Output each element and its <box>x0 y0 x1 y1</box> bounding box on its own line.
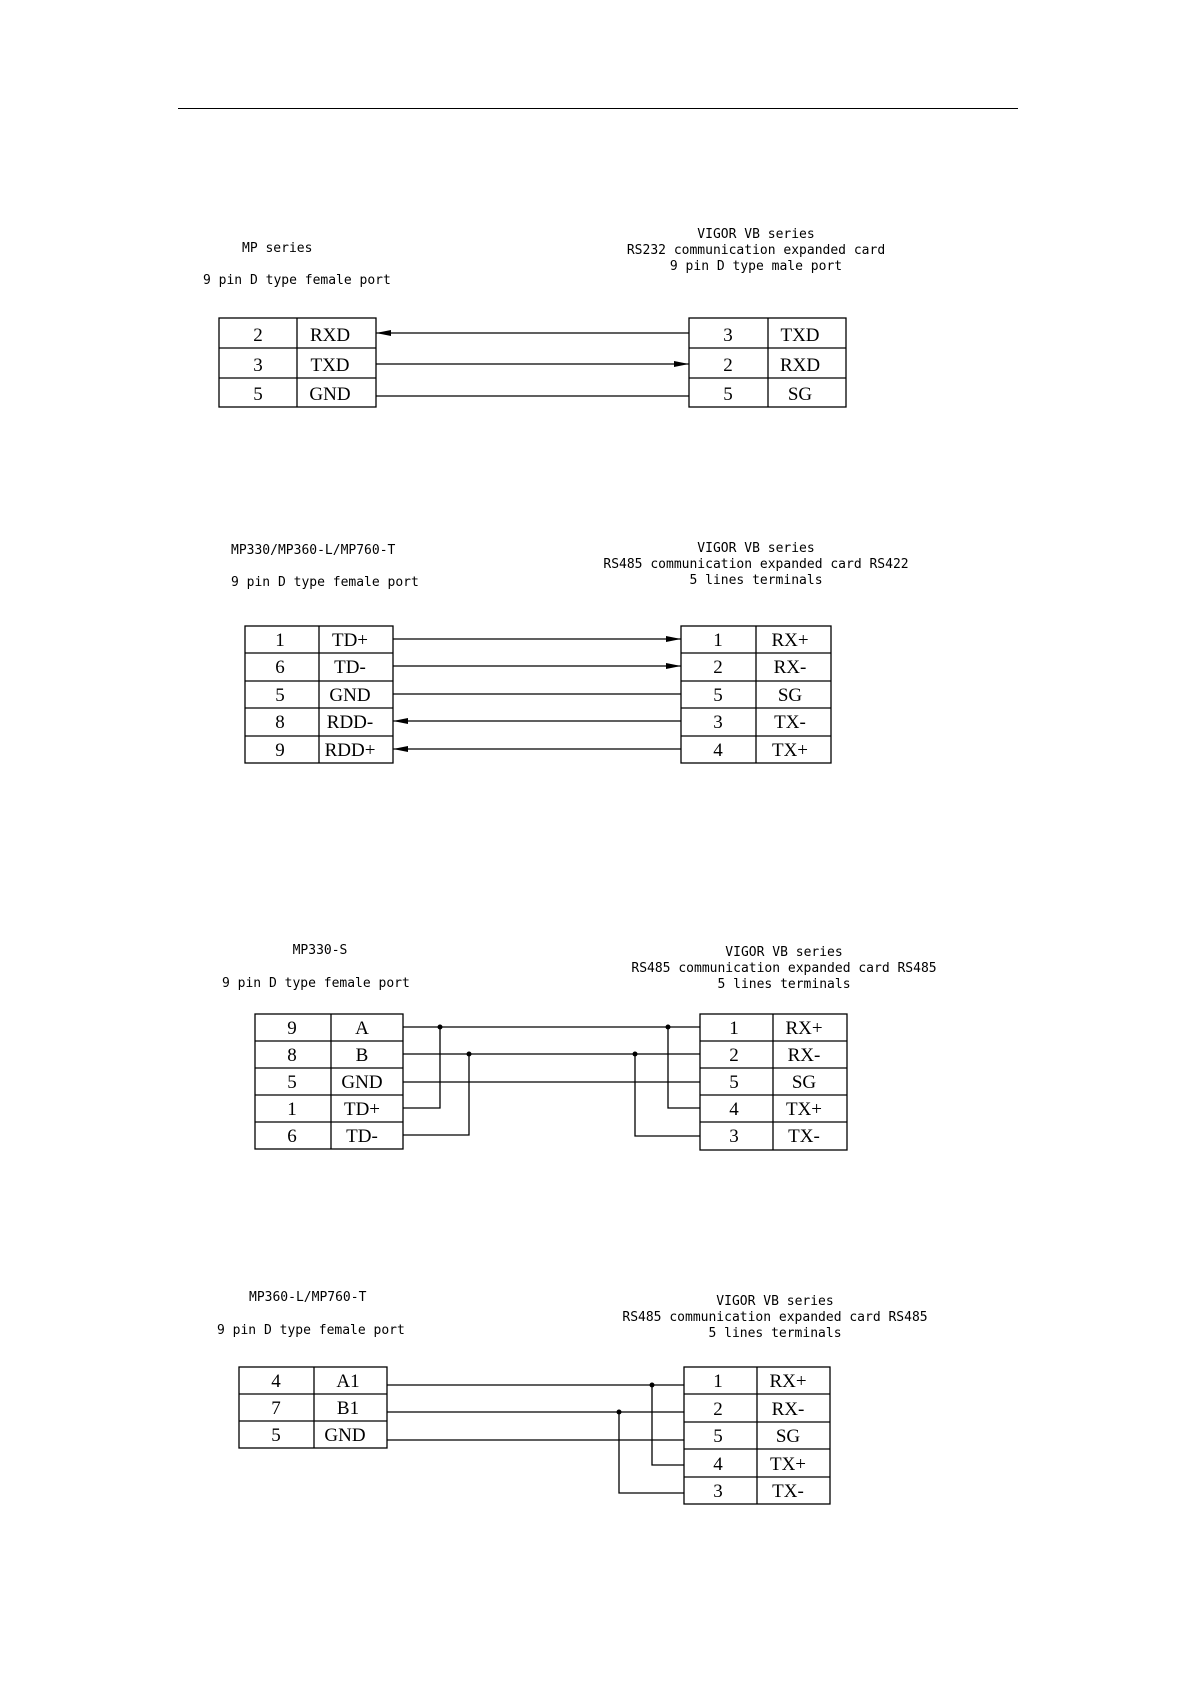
pin-signal: TD- <box>334 657 366 678</box>
right-device-title-line3: 5 lines terminals <box>689 573 823 588</box>
pin-signal: RDD- <box>326 712 374 733</box>
pin-number: 1 <box>275 630 285 651</box>
pin-signal: SG <box>777 685 803 706</box>
pin-signal: TX+ <box>769 1454 807 1475</box>
pin-signal: TD+ <box>331 630 369 651</box>
pin-number: 5 <box>729 1072 739 1093</box>
pin-number: 2 <box>253 325 263 346</box>
pin-number: 3 <box>723 325 733 346</box>
pin-number: 9 <box>287 1018 297 1039</box>
pin-number: 5 <box>271 1425 281 1446</box>
pin-number: 8 <box>275 712 285 733</box>
pin-signal: GND <box>341 1072 383 1093</box>
right-device-title-line1: VIGOR VB series <box>716 1294 834 1309</box>
pin-number: 2 <box>713 657 723 678</box>
pin-signal: SG <box>791 1072 817 1093</box>
pin-number: 2 <box>729 1045 739 1066</box>
pin-number: 5 <box>253 384 263 405</box>
pin-number: 5 <box>713 1426 723 1447</box>
pin-signal: RX- <box>771 1399 805 1420</box>
right-device-title-line2: RS485 communication expanded card RS422 <box>603 557 909 572</box>
pin-number: 8 <box>287 1045 297 1066</box>
pin-number: 7 <box>271 1398 281 1419</box>
pin-signal: RXD <box>309 325 351 346</box>
wire-tx-plus-bridge <box>652 1385 684 1465</box>
pin-signal: TX+ <box>771 740 809 761</box>
left-port-label: 9 pin D type female port <box>217 1323 405 1338</box>
pin-signal: RXD <box>779 355 821 376</box>
right-device-title-line1: VIGOR VB series <box>725 945 843 960</box>
pin-signal: TXD <box>780 325 820 346</box>
right-device-title-line1: VIGOR VB series <box>697 227 815 242</box>
junction-dot <box>617 1410 622 1415</box>
left-port-label: 9 pin D type female port <box>203 273 391 288</box>
pin-signal: GND <box>329 685 371 706</box>
pin-signal: TX- <box>788 1126 820 1147</box>
left-device-title: MP330/MP360-L/MP760-T <box>231 543 396 558</box>
right-device-title-line1: VIGOR VB series <box>697 541 815 556</box>
pin-signal: RX- <box>787 1045 821 1066</box>
left-port-label: 9 pin D type female port <box>231 575 419 590</box>
right-device-title-line3: 5 lines terminals <box>708 1326 842 1341</box>
pin-signal: RX+ <box>769 1371 807 1392</box>
pin-number: 1 <box>713 1371 723 1392</box>
pin-number: 1 <box>729 1018 739 1039</box>
right-device-title-line3: 5 lines terminals <box>717 977 851 992</box>
pin-number: 5 <box>723 384 733 405</box>
pin-signal: TD+ <box>343 1099 381 1120</box>
pin-signal: RX+ <box>785 1018 823 1039</box>
pin-number: 1 <box>713 630 723 651</box>
pin-signal: RDD+ <box>324 740 376 761</box>
pin-number: 4 <box>729 1099 739 1120</box>
pin-signal: TXD <box>310 355 350 376</box>
pin-number: 3 <box>253 355 263 376</box>
pin-signal: TX+ <box>785 1099 823 1120</box>
pin-signal: A <box>355 1018 369 1039</box>
pin-signal: B <box>355 1045 369 1066</box>
pin-signal: SG <box>775 1426 801 1447</box>
pin-signal: TX- <box>774 712 806 733</box>
pin-signal: GND <box>309 384 351 405</box>
pin-signal: RX- <box>773 657 807 678</box>
pin-signal: SG <box>787 384 813 405</box>
pin-number: 4 <box>713 740 723 761</box>
pin-number: 4 <box>713 1454 723 1475</box>
right-connector-table <box>684 1367 830 1504</box>
left-device-title: MP series <box>242 241 313 256</box>
pin-number: 1 <box>287 1099 297 1120</box>
left-port-label: 9 pin D type female port <box>222 976 410 991</box>
pin-signal: TX- <box>772 1481 804 1502</box>
pin-signal: A1 <box>336 1371 360 1392</box>
pin-number: 2 <box>723 355 733 376</box>
right-device-title-line2: RS232 communication expanded card <box>626 243 886 258</box>
right-device-title-line3: 9 pin D type male port <box>669 259 843 274</box>
pin-number: 5 <box>275 685 285 706</box>
pin-number: 6 <box>275 657 285 678</box>
pin-signal: GND <box>324 1425 366 1446</box>
pin-number: 3 <box>713 1481 723 1502</box>
pin-signal: TD- <box>346 1126 378 1147</box>
pin-number: 3 <box>713 712 723 733</box>
pin-number: 5 <box>287 1072 297 1093</box>
pin-number: 6 <box>287 1126 297 1147</box>
pin-number: 4 <box>271 1371 281 1392</box>
pin-number: 9 <box>275 740 285 761</box>
pin-signal: B1 <box>336 1398 360 1419</box>
pin-signal: RX+ <box>771 630 809 651</box>
pin-number: 3 <box>729 1126 739 1147</box>
pin-number: 2 <box>713 1399 723 1420</box>
right-device-title-line2: RS485 communication expanded card RS485 <box>631 961 937 976</box>
junction-dot <box>650 1383 655 1388</box>
left-device-title: MP360-L/MP760-T <box>249 1290 367 1305</box>
pin-number: 5 <box>713 685 723 706</box>
left-device-title: MP330-S <box>292 943 348 958</box>
right-device-title-line2: RS485 communication expanded card RS485 <box>622 1310 928 1325</box>
